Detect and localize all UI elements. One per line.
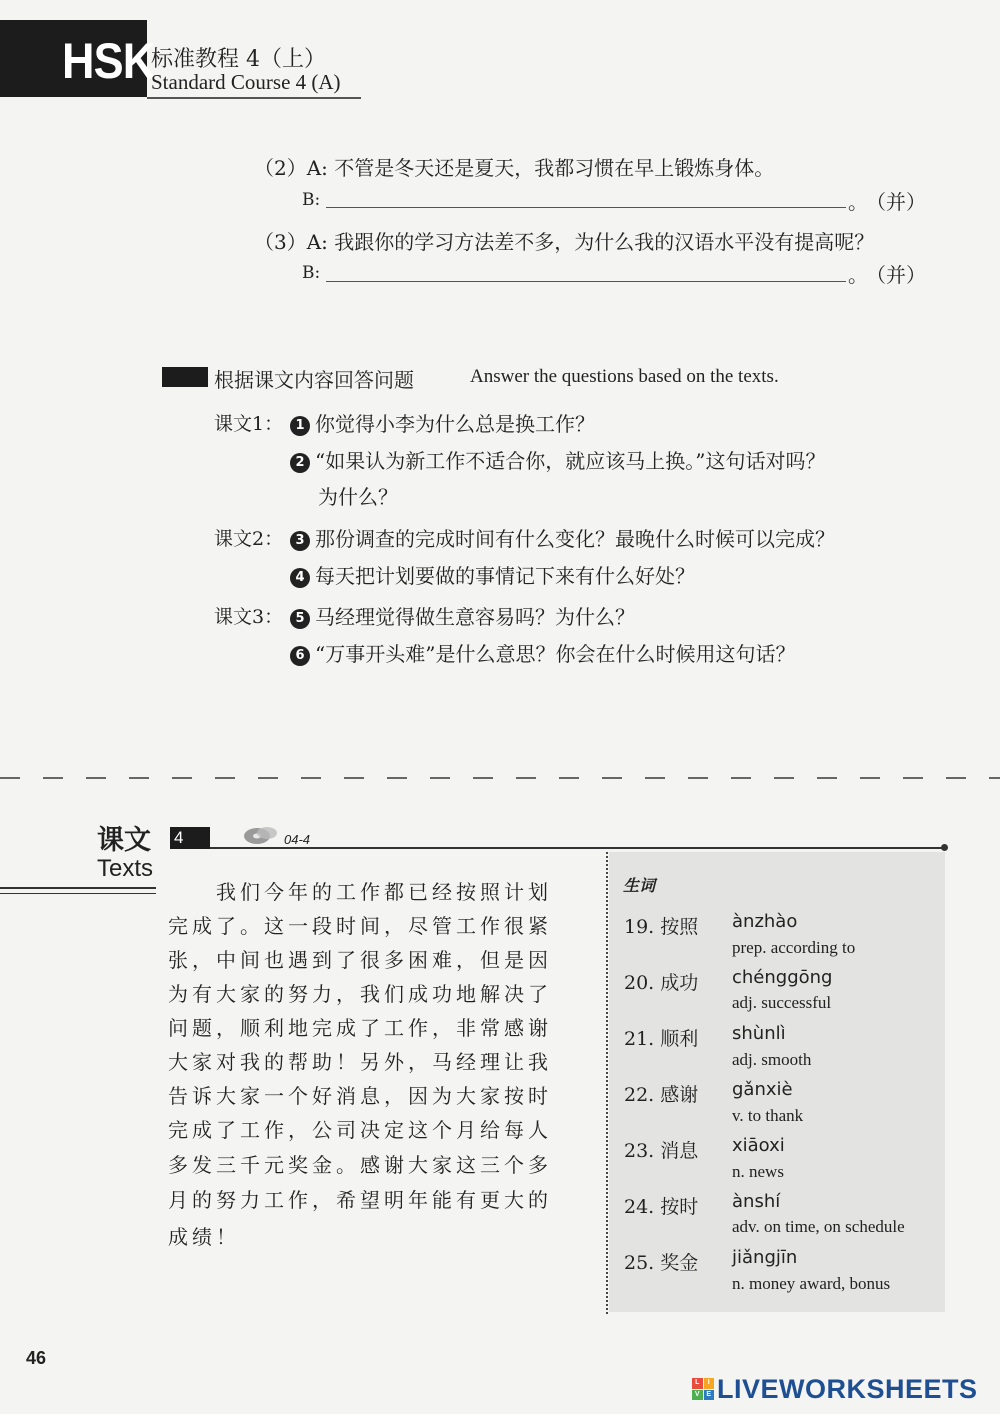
vocab-pinyin: xiāoxi (732, 1135, 785, 1156)
text-3-label: 课文3： (214, 606, 284, 628)
question-5 (290, 601, 635, 630)
lesson-number-badge: 4 (170, 827, 210, 849)
exercise-number: （3） (254, 230, 307, 254)
passage-line: 张，中间也遇到了很多困难，但是因 (168, 948, 552, 972)
question-6 (290, 638, 795, 667)
question-2-continued: 为什么？ (318, 485, 398, 509)
page-number: 46 (26, 1348, 47, 1368)
question-1 (290, 408, 595, 437)
exercise-item-2 (254, 152, 774, 181)
book-title-en: Standard Course 4 (A) (151, 70, 341, 94)
section-marker (162, 367, 208, 387)
vocab-pinyin: chénggōng (732, 967, 833, 988)
question-number-badge: 3 (290, 531, 310, 551)
logo-square: V (692, 1390, 703, 1401)
vocab-pinyin: shùnlì (732, 1023, 786, 1044)
question-number-badge: 6 (290, 646, 310, 666)
question-number-badge: 1 (290, 416, 310, 436)
exercise-hint: （并） (866, 263, 926, 287)
vocab-pinyin: gǎnxiè (732, 1079, 793, 1100)
vocab-definition: n. money award, bonus (732, 1274, 891, 1293)
question-number-badge: 4 (290, 568, 310, 588)
vocab-word: 21. 顺利 (624, 1028, 699, 1050)
end-mark: 。 (848, 190, 868, 214)
vocab-word: 24. 按时 (624, 1196, 699, 1218)
hsk-logo: HSK (62, 33, 155, 89)
vocabulary-heading: 生词 (623, 876, 656, 895)
exercise-number: （2） (254, 156, 307, 180)
exercise-prompt: A: 不管是冬天还是夏天，我都习惯在早上锻炼身体。 (306, 156, 775, 180)
end-mark: 。 (848, 263, 868, 287)
lesson-left-rule (0, 893, 156, 894)
logo-square: I (704, 1378, 715, 1389)
logo-square: L (692, 1378, 703, 1389)
passage-line: 多发三千元奖金。感谢大家这三个多 (168, 1153, 552, 1177)
question-text: “万事开头难”是什么意思？你会在什么时候用这句话？ (315, 642, 796, 666)
question-text: 那份调查的完成时间有什么变化？最晚什么时候可以完成？ (315, 527, 835, 551)
audio-cd-icon[interactable] (243, 825, 279, 849)
answer-blank-3[interactable] (326, 281, 846, 282)
passage-line: 月的努力工作，希望明年能有更大的 (168, 1188, 552, 1212)
exercise-prompt: A: 我跟你的学习方法差不多，为什么我的汉语水平没有提高呢？ (306, 230, 875, 254)
dashed-divider (0, 777, 1000, 779)
vocab-word: 22. 感谢 (624, 1084, 699, 1106)
passage-line: 完成了。这一段时间，尽管工作很紧 (168, 914, 552, 938)
passage-line: 我们今年的工作都已经按照计划 (168, 880, 552, 904)
answer-blank-2[interactable] (326, 207, 846, 208)
section-title-cn: 根据课文内容回答问题 (214, 368, 414, 392)
question-3 (290, 523, 835, 552)
vocab-word: 20. 成功 (624, 972, 699, 994)
vocab-definition: adj. successful (732, 993, 832, 1012)
logo-square: E (704, 1390, 715, 1401)
liveworksheets-icon (692, 1378, 714, 1400)
exercise-b-label: B: (302, 190, 321, 210)
vocab-word: 19. 按照 (624, 916, 699, 938)
vocab-pinyin: ànshí (732, 1191, 781, 1212)
lesson-top-rule (210, 847, 946, 849)
question-text: 每天把计划要做的事情记下来有什么好处？ (315, 564, 695, 588)
passage-line: 大家对我的帮助！另外，马经理让我 (168, 1050, 552, 1074)
exercise-b-label: B: (302, 263, 321, 283)
vocab-word: 25. 奖金 (624, 1252, 699, 1274)
passage-line: 完成了工作，公司决定这个月给每人 (168, 1118, 552, 1142)
section-title-en: Answer the questions based on the texts. (470, 366, 779, 387)
audio-track-number: 04-4 (284, 832, 311, 847)
passage-line: 告诉大家一个好消息，因为大家按时 (168, 1084, 552, 1108)
exercise-item-3 (254, 226, 874, 255)
question-text: “如果认为新工作不适合你，就应该马上换。”这句话对吗？ (315, 449, 826, 473)
vocab-definition: adv. on time, on schedule (732, 1217, 905, 1236)
question-text: 你觉得小李为什么总是换工作？ (315, 412, 595, 436)
vocabulary-separator (606, 852, 608, 1314)
vocab-word: 23. 消息 (624, 1140, 699, 1162)
question-2 (290, 445, 825, 474)
exercise-hint: （并） (866, 190, 926, 214)
passage-line: 成绩！ (168, 1225, 240, 1249)
passage-line: 问题，顺利地完成了工作，非常感谢 (168, 1016, 552, 1040)
liveworksheets-text: LIVEWORKSHEETS (717, 1373, 978, 1404)
question-text: 马经理觉得做生意容易吗？为什么？ (315, 605, 635, 629)
text-1-label: 课文1： (214, 413, 284, 435)
lesson-left-rule (0, 887, 156, 889)
text-2-label: 课文2： (214, 528, 284, 550)
vocab-definition: n. news (732, 1162, 784, 1181)
lesson-label-en: Texts (97, 855, 154, 882)
book-title-cn: 标准教程 4（上） (151, 47, 326, 72)
vocab-definition: adj. smooth (732, 1050, 812, 1069)
lesson-rule-end-dot (941, 844, 948, 851)
vocab-definition: v. to thank (732, 1106, 804, 1125)
lesson-label-cn: 课文 (97, 825, 151, 856)
liveworksheets-logo[interactable] (692, 1374, 978, 1404)
header-underline (147, 97, 361, 99)
vocab-pinyin: jiǎngjīn (732, 1247, 798, 1268)
passage-line: 为有大家的努力，我们成功地解决了 (168, 982, 552, 1006)
question-4 (290, 560, 695, 589)
vocab-definition: prep. according to (732, 938, 856, 957)
question-number-badge: 2 (290, 453, 310, 473)
vocab-pinyin: ànzhào (732, 911, 798, 932)
question-number-badge: 5 (290, 609, 310, 629)
